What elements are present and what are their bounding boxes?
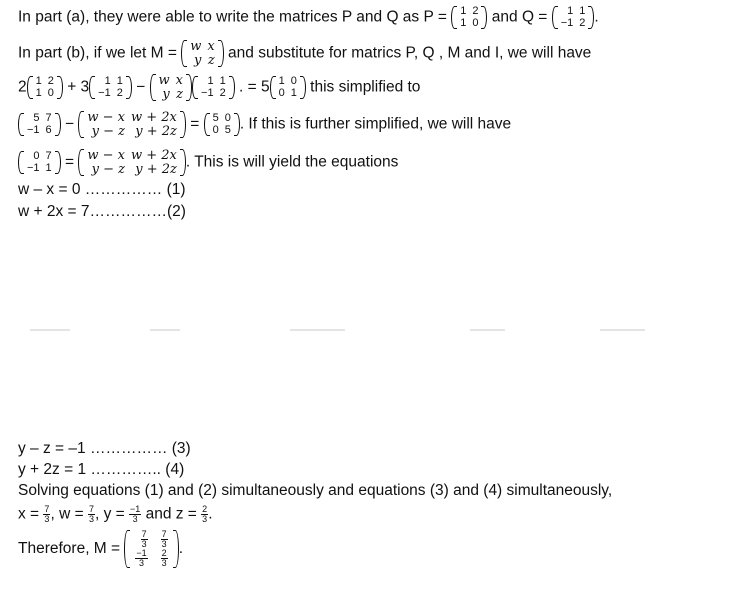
final-answer: Therefore, M = $\frac{7}{3}$ $\frac{7}{3}$ $\frac{-1}{3}$ $\frac{2}{3}$ . <box>18 529 183 568</box>
line-substitution: 2 1 2 1 0 + 3 1 1 −1 2 − w x y z 1 1 −1 2 . = 5 1 0 0 1 this simplified to <box>18 73 421 102</box>
matrix-m: w x y z <box>181 40 223 67</box>
line1-intro: In part (a), they were able to write the matrices P and Q as P = <box>18 8 447 26</box>
matrix-q-sub: 1 1 −1 2 <box>192 76 235 99</box>
line-let-m <box>18 40 591 67</box>
line2-rest: and substitute for matrics P, Q , M and I, we will have <box>228 44 592 62</box>
solving-text: Solving equations (1) and (2) simultaneously and equations (3) and (4) simultaneously, <box>18 482 613 499</box>
line2-intro: In part (b), if we let M = <box>18 44 177 62</box>
w-value: $\frac{7}{3}$ <box>88 504 94 524</box>
page-break-divider <box>0 326 735 334</box>
x-value: $\frac{7}{3}$ <box>44 504 50 524</box>
line-simplified: 5 7 −1 6 − w − x w + 2x y − z y + 2z = 5 0 0 5 . If this is further simplified, we will have <box>18 111 511 138</box>
line-matrices-p-q: In part (a), they were able to write the matrices P and Q as P = 1 2 1 0 and Q = 1 1 −1 2 . <box>18 5 599 29</box>
matrix-p: 1 2 1 0 <box>451 6 487 29</box>
final-label: Therefore, M = <box>18 540 121 558</box>
line-further-simplified: 0 7 −1 1 = w − x w + 2x y − z y + 2z . This is will yield the equations <box>18 149 398 176</box>
matrix-q: 1 1 −1 2 <box>552 6 595 29</box>
matrix-result: 0 7 −1 1 <box>18 151 61 174</box>
matrix-wxyz-expr-2: w − x w + 2x y − z y + 2z <box>78 149 186 176</box>
matrix-5i: 5 0 0 5 <box>204 113 240 136</box>
equation-2: w + 2x = 7……………(2) <box>18 203 186 220</box>
equation-4: y + 2z = 1 ………….. (4) <box>18 461 185 478</box>
matrix-wxyz-expr: w − x w + 2x y − z y + 2z <box>78 111 186 138</box>
matrix-m-sub: w x y z <box>150 74 192 101</box>
equation-3: y – z = –1 …………… (3) <box>18 440 191 457</box>
matrix-m-final: $\frac{7}{3}$ $\frac{7}{3}$ $\frac{-1}{3}$ $\frac{2}{3}$ <box>124 530 178 568</box>
solutions-line: x = $\frac{7}{3}$ , w = $\frac{7}{3}$ , y = $\frac{-1}{3}$ and z = $\frac{2}{3}$ . <box>18 504 213 524</box>
z-value: $\frac{2}{3}$ <box>202 504 208 524</box>
matrix-identity: 1 0 0 1 <box>270 76 306 99</box>
matrix-3q: 1 1 −1 2 <box>89 76 132 99</box>
line1-and-q: and Q = <box>491 8 548 26</box>
equation-1: w – x = 0 …………… (1) <box>18 181 186 198</box>
y-value: $\frac{-1}{3}$ <box>130 504 141 524</box>
matrix-lhs: 5 7 −1 6 <box>18 113 61 136</box>
matrix-2p: 1 2 1 0 <box>27 76 63 99</box>
